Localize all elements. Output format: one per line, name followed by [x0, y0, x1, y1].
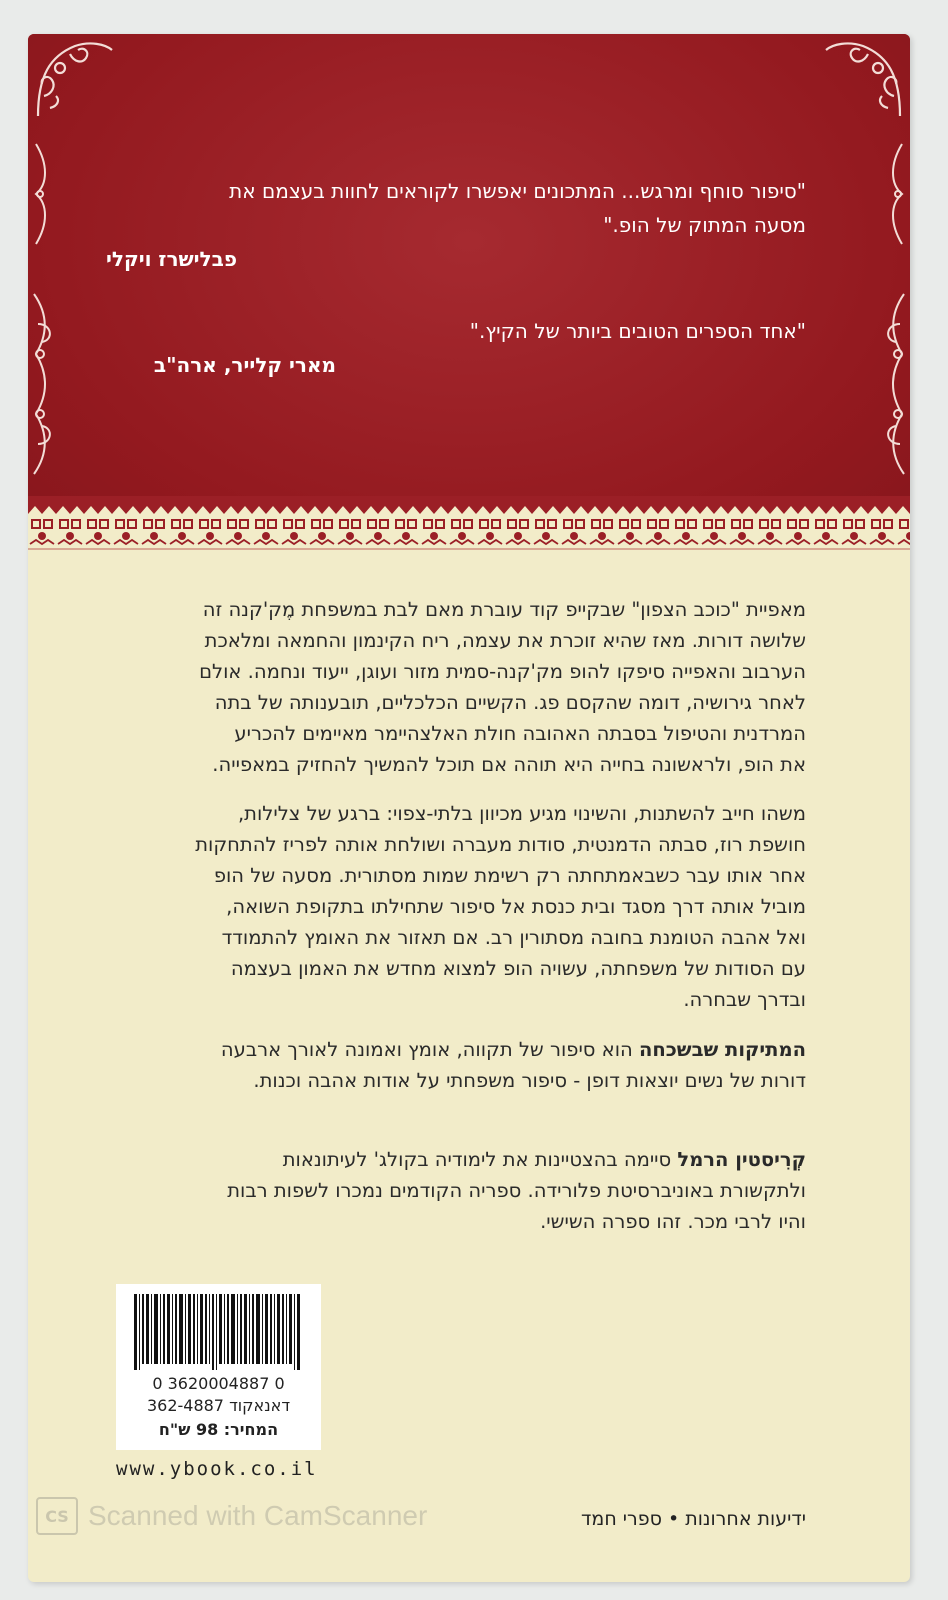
watermark-text: Scanned with CamScanner: [88, 1500, 428, 1531]
text-fragment: הוא סיפור של תקווה, אומץ ואמונה לאורך ארבעה: [220, 1038, 639, 1061]
synopsis-paragraph-2: [101, 798, 806, 1015]
text-line: משהו חייב להשתנות, והשינוי מגיע מכיוון בלתי-צפוי: ברגע של צלילות,: [237, 802, 806, 825]
text-line: עם הסודות של משפחתה, עשויה הופ למצוא מחדש את האמון בעצמה: [230, 957, 806, 980]
text-line: את הופ, ולראשונה בחייה היא תוהה אם תוכל להמשיך להחזיק במאפייה.: [212, 753, 806, 776]
text-line: דורות של נשים יוצאות דופן - סיפור משפחתי על אודות אהבה וכנות.: [253, 1069, 806, 1092]
text-line: חושפת רוז, סבתה הדמנטית, סודות מעברה ושולחת אותה לפריז להתחקות: [195, 833, 806, 856]
text-line: מאפיית "כוכב הצפון" שבקייפ קוד עוברת מאם לבת במשפחת מֶק'קנה זה: [202, 598, 806, 621]
red-quote-panel: [28, 34, 910, 552]
synopsis-paragraph-3: [101, 1034, 806, 1096]
author-bio: [101, 1144, 806, 1237]
barcode-number: 0 3620004887 0: [152, 1374, 285, 1393]
quote-source: מארי קלייר, ארה"ב: [153, 353, 336, 377]
left-upper-swirl-icon: [30, 134, 60, 254]
text-line: ולתקשורת באוניברסיטת פלורידה. ספריה הקודמים נמכרו לשפות רבות: [227, 1179, 806, 1202]
publisher-imprint: ידיעות אחרונות • ספרי חמד: [581, 1508, 806, 1530]
price: המחיר: 98 ש"ח: [158, 1420, 279, 1439]
left-side-ornament-icon: [28, 284, 68, 484]
author-name-bold: קְרִיסטין הרמל: [677, 1148, 806, 1171]
text-line: המרדנית והטיפול בסבתה האהובה חולת האלצהיימר מאיימים להכריע: [234, 722, 806, 745]
book-title-bold: המתיקות שבשכחה: [638, 1038, 806, 1061]
text-line: שלושה דורות. מאז שהיא זוכרת את עצמה, ריח הקינמון והחמאה ומלאכת: [204, 629, 806, 652]
text-line: אחר אותו עבר כשבאמתחתה רק רשימת שמות מסתורית. מסעה של הופ: [213, 864, 806, 887]
barcode-label: [116, 1284, 321, 1450]
synopsis-paragraph-1: [101, 594, 806, 780]
right-upper-swirl-icon: [878, 134, 908, 254]
text-line: [101, 1034, 806, 1065]
quote-publishers-weekly: [106, 174, 806, 276]
website-url: www.ybook.co.il: [116, 1458, 318, 1480]
text-fragment: סיימה בהצטיינות את לימודיה בקולג' לעיתונאות: [282, 1148, 678, 1171]
quote-line: "סיפור סוחף ומרגש... המתכונים יאפשרו לקוראים לחוות בעצמם את: [229, 179, 806, 203]
text-line: ואל אהבה הטומנת בחובה מסתורין רב. אם תאזור את האומץ להתמודד: [221, 926, 806, 949]
right-side-ornament-icon: [870, 284, 910, 484]
danacode: דאנאקוד 362-4887: [146, 1396, 291, 1415]
barcode-icon: [134, 1294, 304, 1370]
text-line: הערבוב והאפייה סיפקו להופ מק'קנה-סמית מזור ועוגן, ייעוד ונחמה. אולם: [199, 660, 806, 683]
text-line: לאחר גירושיה, דומה שהקסם פג. הקשיים הכלכליים, תובענותה של בתה: [214, 691, 806, 714]
quote-source: פבלישרז ויקלי: [106, 247, 237, 271]
camscanner-watermark: [36, 1496, 427, 1536]
text-line: מוביל אותה דרך מסגד ובית כנסת אל סיפור שתחילתו בתקופת השואה,: [226, 895, 806, 918]
text-line: והיו לרבי מכר. זהו ספרה השישי.: [540, 1210, 806, 1233]
quote-line: "אחד הספרים הטובים ביותר של הקיץ.": [469, 319, 806, 343]
quote-line: מסעה המתוק של הופ.": [603, 213, 806, 237]
quote-marie-claire: [106, 314, 806, 382]
text-line: [101, 1144, 806, 1175]
lace-border-decoration: [28, 496, 910, 554]
top-right-ornament-icon: [818, 36, 908, 126]
top-left-ornament-icon: [30, 36, 120, 126]
camscanner-logo-icon: CS: [36, 1497, 78, 1535]
text-line: ובדרך שבחרה.: [683, 988, 806, 1011]
book-back-cover: [28, 34, 910, 1582]
